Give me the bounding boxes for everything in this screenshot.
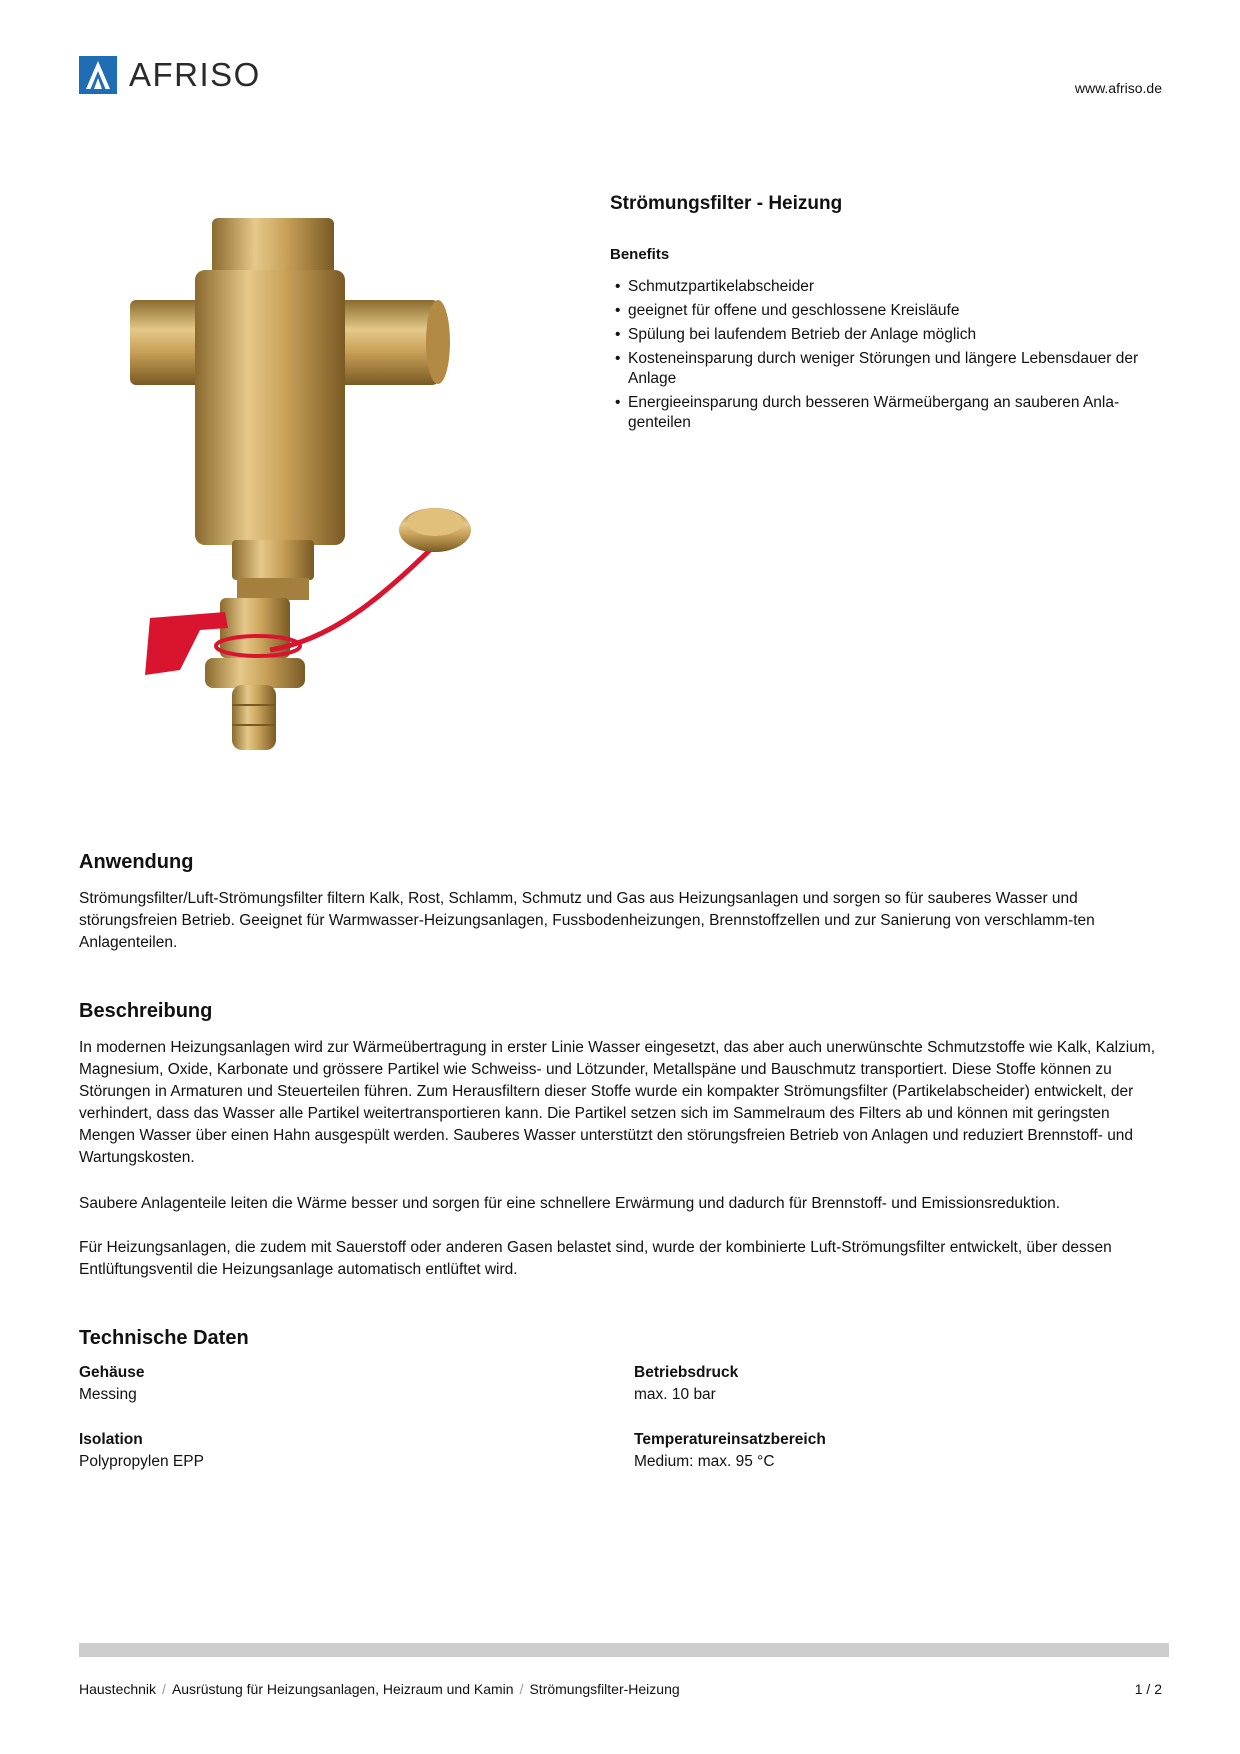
benefit-item: • Energieeinsparung durch besseren Wärmeübergang an sauberen Anla-genteilen	[610, 393, 1170, 433]
brand-name: AFRISO	[129, 56, 261, 93]
afriso-triangle-logo-icon	[79, 56, 117, 94]
breadcrumb-separator: /	[519, 1681, 524, 1697]
anwendung-text: Strömungsfilter/Luft-Strömungsfilter filtern Kalk, Rost, Schlamm, Schmutz und Gas aus Heizungsanlagen und sorgen so für sauberes Wasser und störungsfreien Betrieb. Geeignet für Warmwasser-Heizungsanlagen, Fussbodenheizungen, Brennstoffzellen und zur Sanierung von verschlamm-ten Anlagenteilen.	[79, 890, 1095, 951]
spec-value-isolation: Polypropylen EPP	[79, 1453, 204, 1470]
spec-value-gehaeuse: Messing	[79, 1386, 137, 1403]
afriso-logo	[79, 56, 261, 94]
benefit-item: • Kosteneinsparung durch weniger Störungen und längere Lebensdauer der Anlage	[610, 349, 1170, 389]
breadcrumb-item-haustechnik[interactable]: Haustechnik	[79, 1681, 157, 1697]
beschreibung-paragraph-2: Saubere Anlagenteile leiten die Wärme besser und sorgen für eine schnellere Erwärmung und dadurch für Brennstoff- und Emissionsreduktion.	[79, 1195, 1061, 1212]
spec-label-isolation: Isolation	[79, 1431, 143, 1448]
breadcrumb-separator: /	[162, 1681, 166, 1697]
benefit-item: • Schmutzpartikelabscheider	[610, 277, 1170, 297]
spec-label-temperatureinsatzbereich: Temperatureinsatzbereich	[634, 1431, 826, 1448]
page-number: 1 / 2	[1134, 1681, 1162, 1697]
beschreibung-paragraph-3: Für Heizungsanlagen, die zudem mit Sauerstoff oder anderen Gasen belastet sind, wurde der kombinierte Luft-Strömungsfilter entwickelt, über dessen Entlüftungsventil die Heizungsanlage automatisch entlüftet wird.	[79, 1239, 1112, 1278]
spec-label-betriebsdruck: Betriebsdruck	[634, 1364, 739, 1381]
beschreibung-heading: Beschreibung	[79, 1000, 213, 1022]
spec-label-gehaeuse: Gehäuse	[79, 1364, 145, 1381]
footer-divider-bar	[79, 1643, 1169, 1657]
spec-value-betriebsdruck: max. 10 bar	[634, 1386, 716, 1403]
breadcrumb-item-stroemungsfilter[interactable]: Strömungsfilter-Heizung	[529, 1681, 680, 1697]
benefit-item: • Spülung bei laufendem Betrieb der Anlage möglich	[610, 325, 1170, 345]
technische-daten-heading: Technische Daten	[79, 1327, 249, 1349]
product-image	[120, 200, 560, 760]
spec-value-temperatureinsatzbereich: Medium: max. 95 °C	[634, 1453, 775, 1470]
website-link[interactable]: www.afriso.de	[1074, 80, 1162, 96]
beschreibung-paragraph-1: In modernen Heizungsanlagen wird zur Wärmeübertragung in erster Linie Wasser eingesetzt, das aber auch unerwünschte Schmutzstoffe wie Kalk, Kalzium, Magnesium, Oxide, Karbonate und grössere Partikel wie Schweiss- und Lötzunder, Metallspäne und Bauschmutz transportiert. Diese Stoffe können zu Störungen in Armaturen und Steuerteilen führen. Zum Herausfiltern dieser Stoffe wurde ein kompakter Strömungsfilter (Partikelabscheider) entwickelt, der verhindert, dass das Wasser alle Partikel weitertransportieren kann. Die Partikel setzen sich im Sammelraum des Filters ab und können mit geringsten Mengen Wasser über einen Hahn ausgespült werden. Sauberes Wasser unterstützt den störungsfreien Betrieb von Anlagen und reduziert Brennstoff- und Wartungskosten.	[79, 1039, 1156, 1166]
product-title: Strömungsfilter - Heizung	[610, 193, 843, 214]
benefits-heading: Benefits	[610, 246, 670, 263]
benefit-item: • geeignet für offene und geschlossene Kreisläufe	[610, 301, 1170, 321]
breadcrumb-item-ausruestung[interactable]: Ausrüstung für Heizungsanlagen, Heizraum und Kamin	[171, 1681, 514, 1697]
benefits-list	[610, 277, 1170, 437]
anwendung-heading: Anwendung	[79, 851, 194, 873]
breadcrumb	[79, 1681, 680, 1697]
